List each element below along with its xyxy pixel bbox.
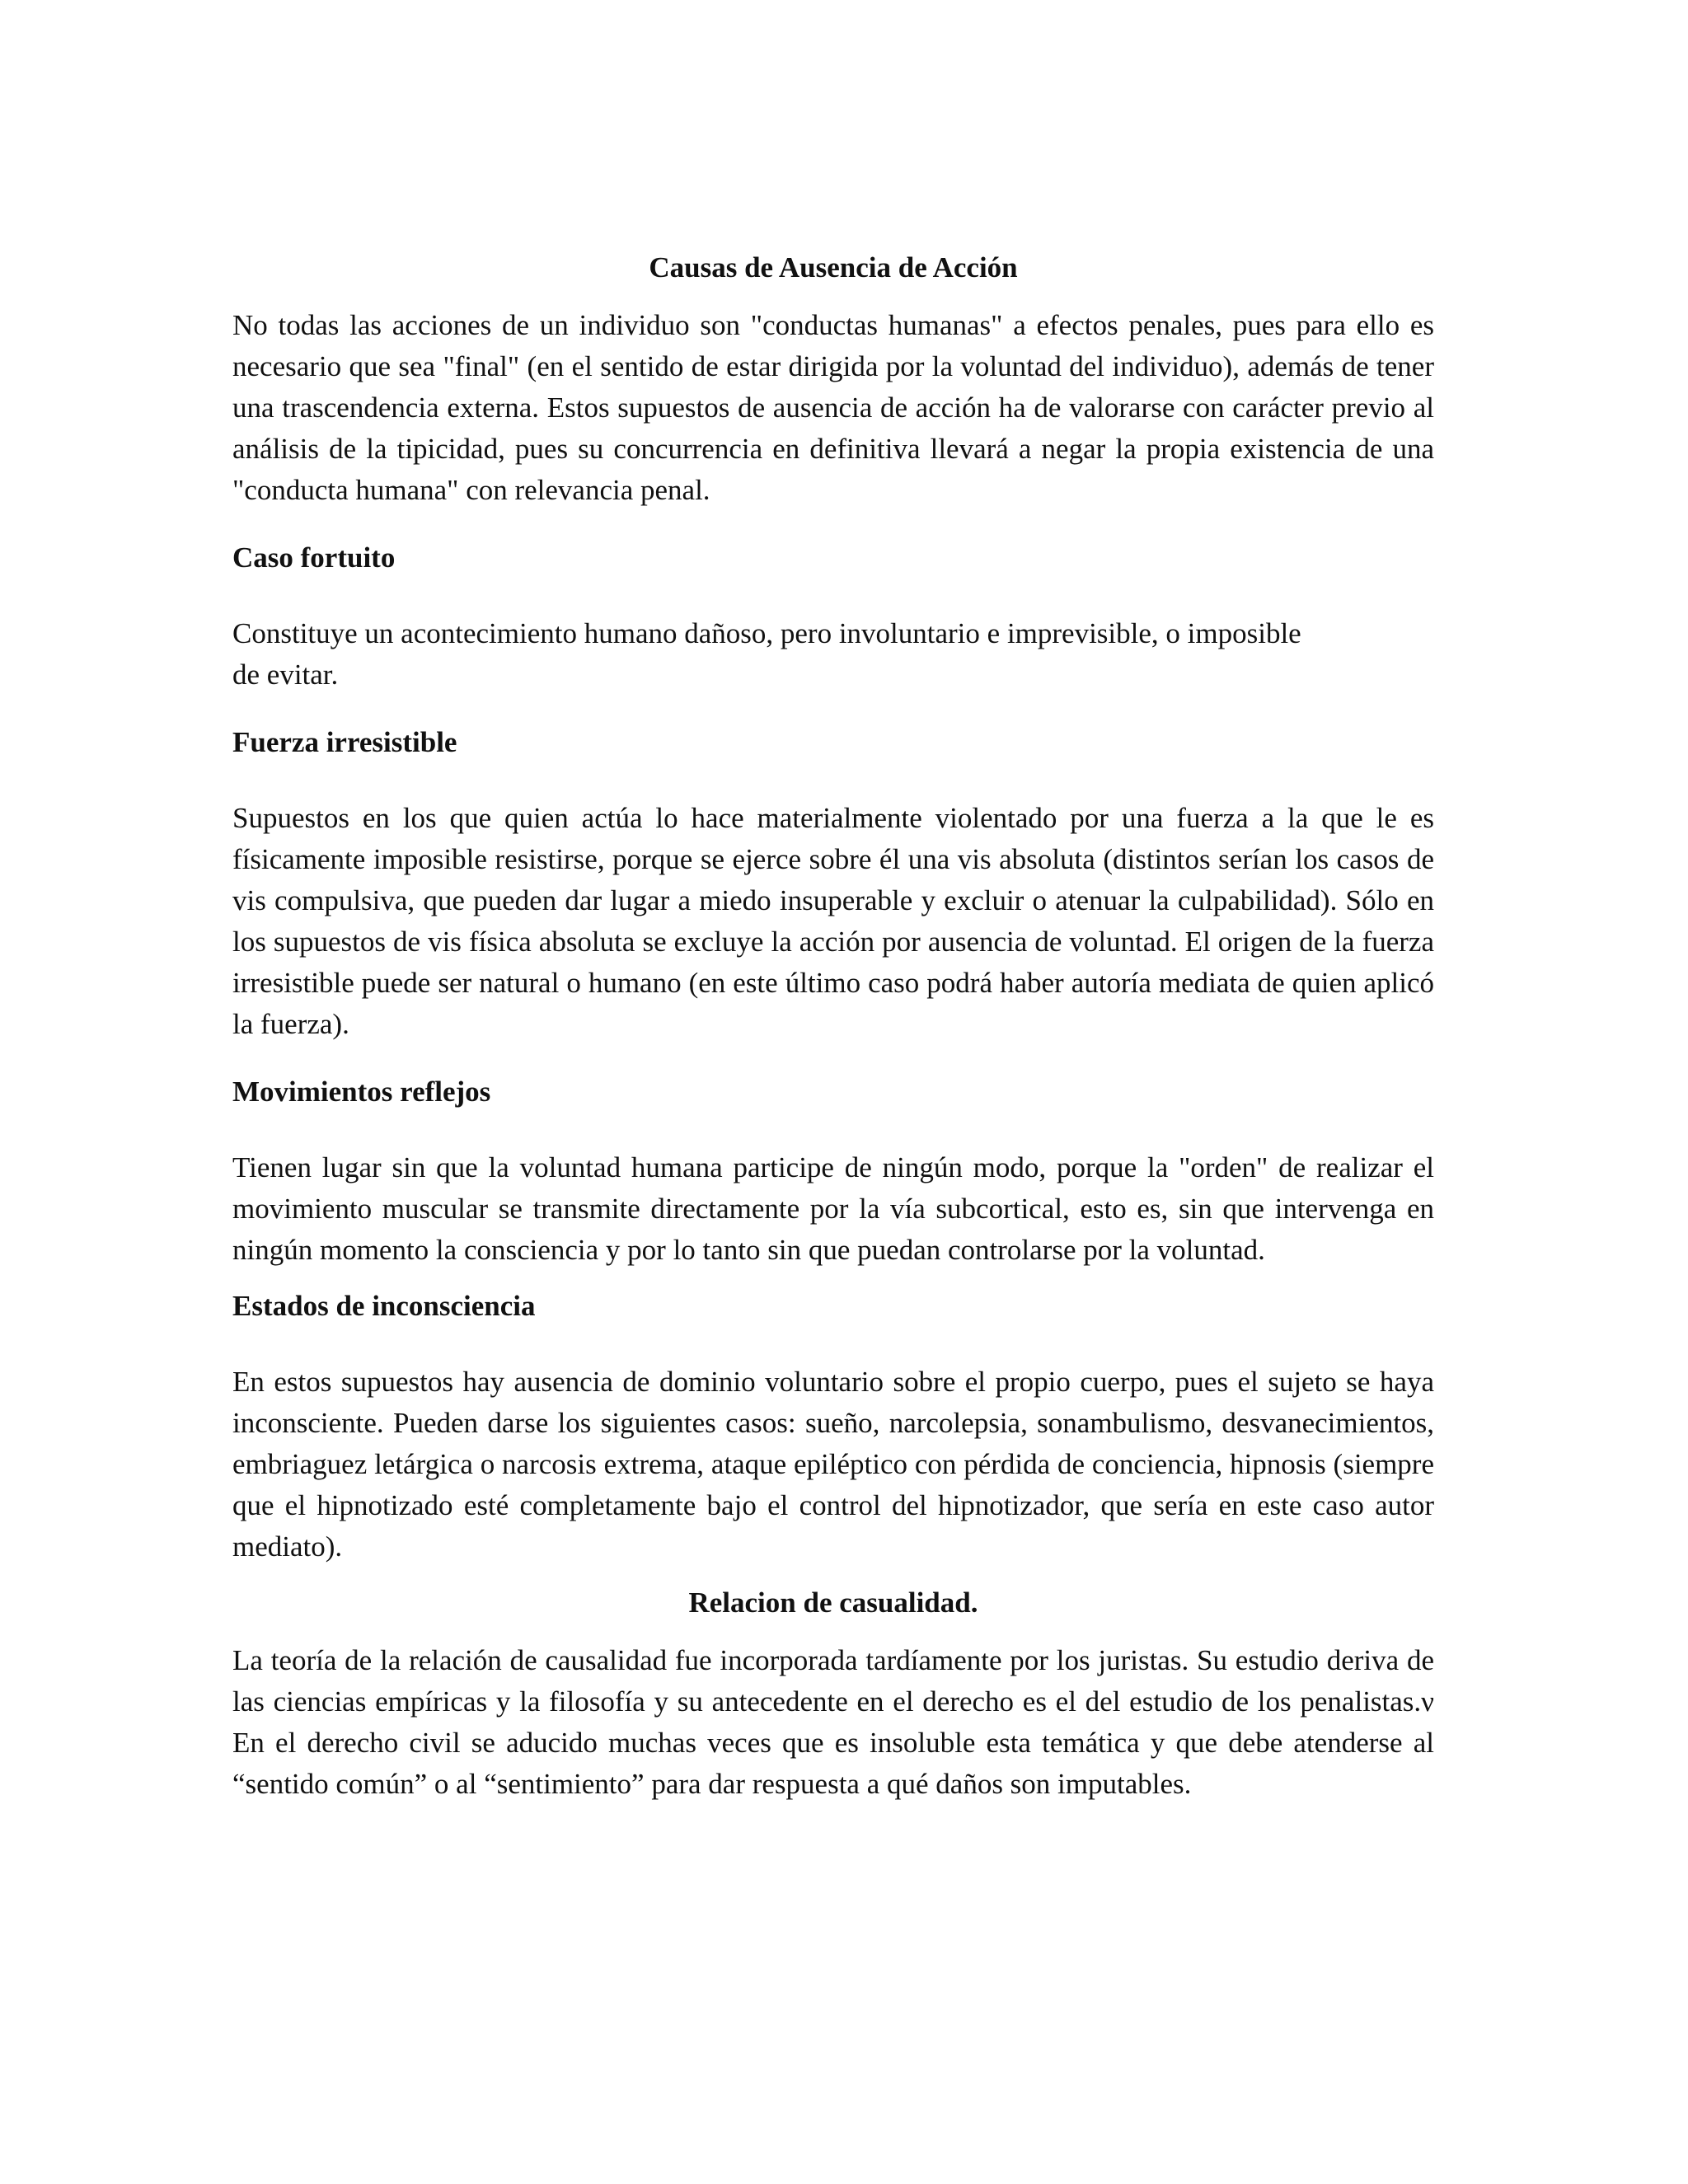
heading-relacion-casualidad: Relacion de casualidad. <box>688 1586 978 1619</box>
document-page <box>232 247 1434 1831</box>
heading-fuerza-irresistible: Fuerza irresistible <box>232 726 457 758</box>
document-title: Causas de Ausencia de Acción <box>649 251 1018 284</box>
paragraph-fuerza-irresistible: Supuestos en los que quien actúa lo hace materialmente violentado por una fuerza a la que le es físicamente imposible resistirse, porque se ejerce sobre él una vis absoluta (distintos serían los casos de vis compulsiva, que pueden dar lugar a miedo insuperable y excluir o atenuar la culpabilidad). Sólo en los supuestos de vis física absoluta se excluye la acción por ausencia de voluntad. El origen de la fuerza irresistible puede ser natural o humano (en este último caso podrá haber autoría mediata de quien aplicó la fuerza). <box>232 802 1434 1040</box>
heading-movimientos-reflejos: Movimientos reflejos <box>232 1076 491 1108</box>
paragraph-caso-fortuito: Constituye un acontecimiento humano dañoso, pero involuntario e imprevisible, o imposible de evitar. <box>232 617 1301 691</box>
intro-paragraph: No todas las acciones de un individuo son "conductas humanas" a efectos penales, pues para ello es necesario que sea "final" (en el sentido de estar dirigida por la voluntad del individuo), además de tener una trascendencia externa. Estos supuestos de ausencia de acción ha de valorarse con carácter previo al análisis de la tipicidad, pues su concurrencia en definitiva llevará a negar la propia existencia de una "conducta humana" con relevancia penal. <box>232 309 1434 506</box>
paragraph-relacion-casualidad: La teoría de la relación de causalidad fue incorporada tardíamente por los juristas. Su estudio deriva de las ciencias empíricas y la filosofía y su antecedente en el derecho es el del estudio de los penalistas.ν En el derecho civil se aducido muchas veces que es insoluble esta temática y que debe atenderse al “sentido común” o al “sentimiento” para dar respuesta a qué daños son imputables. <box>232 1644 1434 1800</box>
paragraph-movimientos-reflejos: Tienen lugar sin que la voluntad humana participe de ningún modo, porque la "orden" de realizar el movimiento muscular se transmite directamente por la vía subcortical, esto es, sin que intervenga en ningún momento la consciencia y por lo tanto sin que puedan controlarse por la voluntad. <box>232 1151 1434 1266</box>
heading-estados-inconsciencia: Estados de inconsciencia <box>232 1290 536 1322</box>
heading-caso-fortuito: Caso fortuito <box>232 541 396 574</box>
paragraph-estados-inconsciencia: En estos supuestos hay ausencia de dominio voluntario sobre el propio cuerpo, pues el sujeto se haya inconsciente. Pueden darse los siguientes casos: sueño, narcolepsia, sonambulismo, desvanecimientos, embriaguez letárgica o narcosis extrema, ataque epiléptico con pérdida de conciencia, hipnosis (siempre que el hipnotizado esté completamente bajo el control del hipnotizador, que sería en este caso autor mediato). <box>232 1366 1434 1563</box>
